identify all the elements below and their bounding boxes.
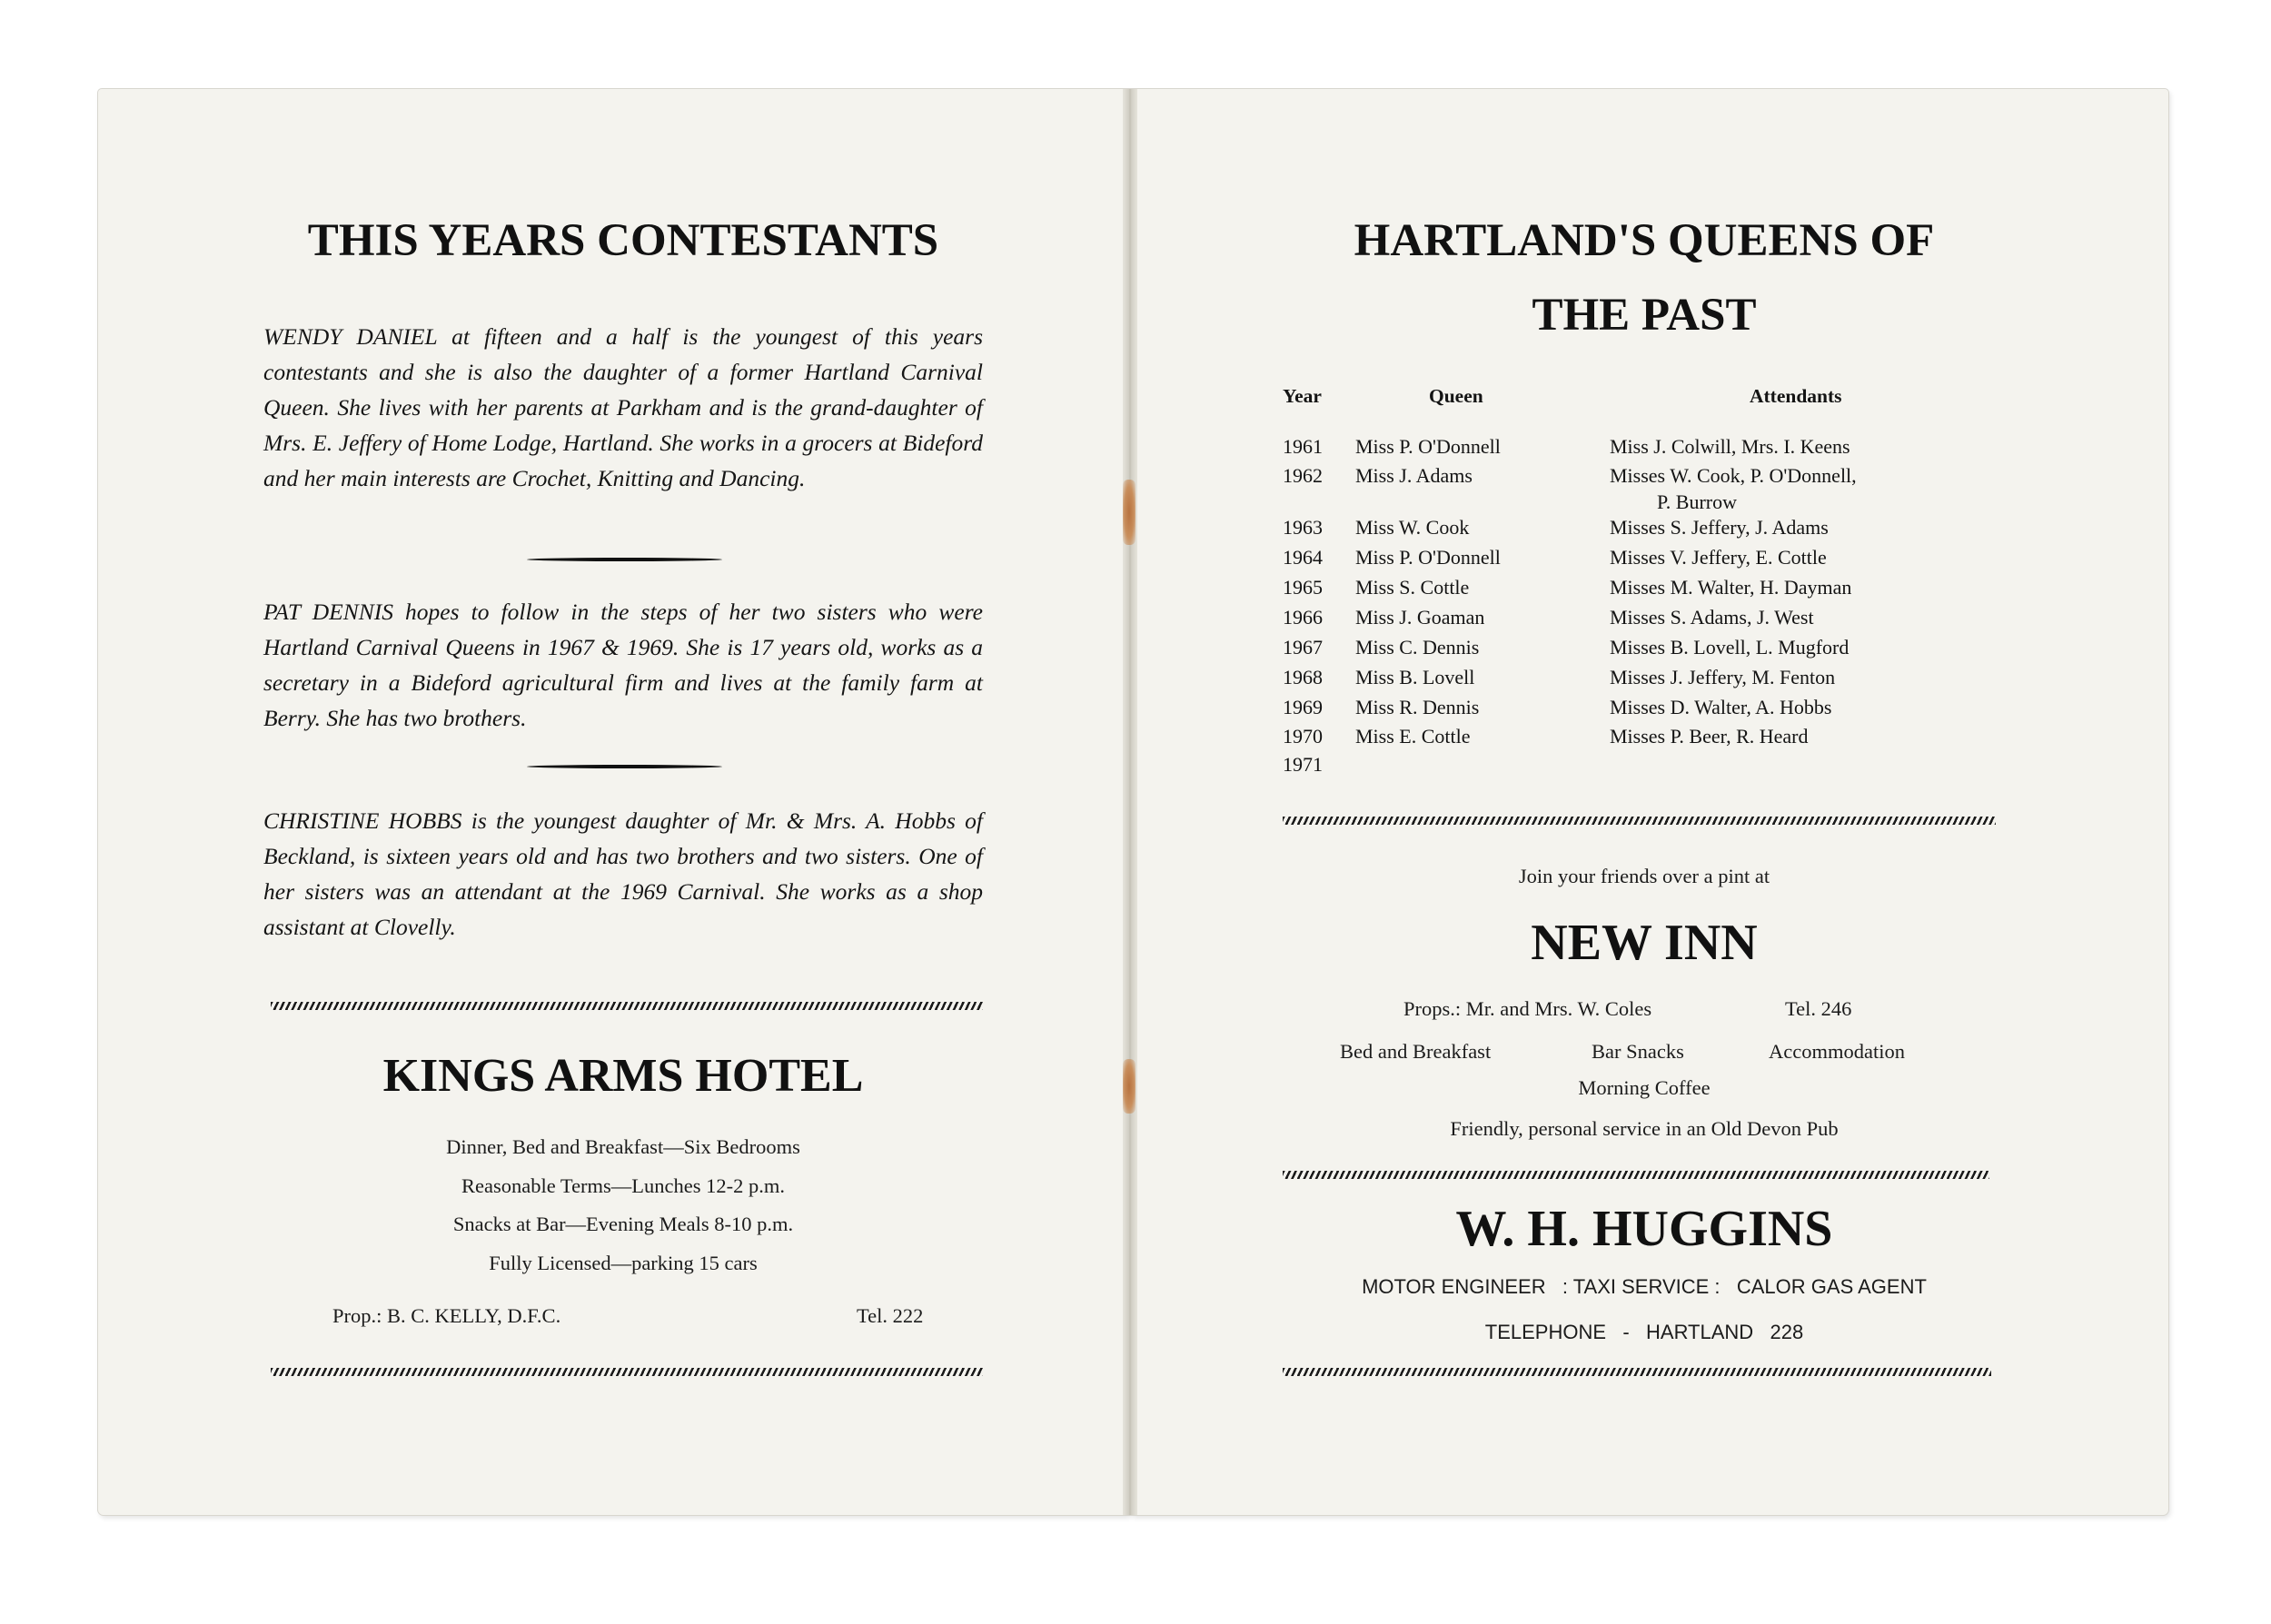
- row-queen: Miss P. O'Donnell: [1355, 435, 1501, 458]
- row-attendants: Misses S. Adams, J. West: [1610, 606, 1814, 629]
- huggins-telephone: TELEPHONE - HARTLAND 228: [1484, 1321, 1804, 1343]
- row-queen: Miss P. O'Donnell: [1355, 546, 1501, 569]
- table-row: [1283, 435, 1937, 464]
- row-attendants: Misses P. Beer, R. Heard: [1610, 725, 1809, 748]
- row-attendants: Misses W. Cook, P. O'Donnell,: [1610, 464, 1857, 487]
- kings-arms-line-4: Fully Licensed—parking 15 cars: [489, 1252, 758, 1274]
- table-row: [1283, 666, 1937, 695]
- booklet-spine: [1123, 89, 1137, 1515]
- section-divider: [527, 558, 722, 561]
- row-year: 1961: [1283, 435, 1323, 458]
- row-queen: Miss W. Cook: [1355, 516, 1470, 539]
- queens-title-line-1: HARTLAND'S QUEENS OF: [1354, 215, 1935, 266]
- contestant-wendy-daniel: WENDY DANIEL at fifteen and a half is the youngest of this years contestants and she is also the daughter of a former Hartland Carnival Queen. She lives with her parents at Parkham and is the grand-daughter of Mrs. E. Jeffery of Home Lodge, Hartland. She works in a grocers at Bideford and her main interests are Crochet, Knitting and Dancing.: [263, 323, 983, 491]
- contestant-pat-dennis: PAT DENNIS hopes to follow in the steps of her two sisters who were Hartland Carnival Queens in 1967 & 1969. She is 17 years old, works as a secretary in a Bideford agricultural firm and lives at the family farm at Berry. She has two brothers.: [263, 599, 983, 731]
- huggins-name: W. H. HUGGINS: [1455, 1201, 1833, 1257]
- hatched-rule: [1283, 817, 1996, 825]
- column-header-queen: Queen: [1429, 385, 1483, 407]
- row-year: 1969: [1283, 696, 1323, 718]
- row-year: 1965: [1283, 576, 1323, 599]
- table-row: [1283, 546, 1937, 575]
- table-row: [1283, 606, 1937, 635]
- hatched-rule: [1283, 1171, 1989, 1179]
- new-inn-name: NEW INN: [1531, 915, 1758, 971]
- table-row: [1283, 576, 1937, 605]
- table-row: [1283, 464, 1937, 493]
- table-row: [1283, 753, 1937, 782]
- section-divider: [527, 765, 722, 768]
- table-row: [1283, 725, 1937, 754]
- staple-rust-top: [1123, 480, 1136, 545]
- kings-arms-line-3: Snacks at Bar—Evening Meals 8-10 p.m.: [452, 1213, 794, 1235]
- row-year: 1964: [1283, 546, 1323, 569]
- hatched-rule: [1283, 1368, 1991, 1376]
- kings-arms-name: KINGS ARMS HOTEL: [382, 1050, 864, 1102]
- row-year: 1966: [1283, 606, 1323, 629]
- table-row: [1283, 696, 1937, 725]
- row-attendants: Miss J. Colwill, Mrs. I. Keens: [1610, 435, 1850, 458]
- row-queen: Miss J. Adams: [1355, 464, 1473, 487]
- row-queen: Miss B. Lovell: [1355, 666, 1475, 688]
- new-inn-telephone: Tel. 246: [1785, 997, 1852, 1020]
- row-year: 1968: [1283, 666, 1323, 688]
- contestants-title: THIS YEARS CONTESTANTS: [307, 215, 939, 266]
- row-year: 1962: [1283, 464, 1323, 487]
- table-row: [1283, 516, 1937, 545]
- new-inn-accommodation: Accommodation: [1769, 1040, 1905, 1063]
- row-attendants: Misses S. Jeffery, J. Adams: [1610, 516, 1829, 539]
- new-inn-bar-snacks: Bar Snacks: [1592, 1040, 1684, 1063]
- row-year: 1963: [1283, 516, 1323, 539]
- new-inn-proprietors: Props.: Mr. and Mrs. W. Coles: [1403, 997, 1652, 1020]
- new-inn-slogan: Friendly, personal service in an Old Devon Pub: [1450, 1117, 1839, 1140]
- left-page: [98, 89, 1129, 1515]
- row-attendants: Misses M. Walter, H. Dayman: [1610, 576, 1852, 599]
- row-queen: Miss R. Dennis: [1355, 696, 1480, 718]
- kings-arms-line-2: Reasonable Terms—Lunches 12-2 p.m.: [461, 1174, 786, 1197]
- kings-arms-proprietor: Prop.: B. C. KELLY, D.F.C.: [332, 1304, 561, 1327]
- row-year: 1970: [1283, 725, 1323, 748]
- row-attendants: Misses J. Jeffery, M. Fenton: [1610, 666, 1836, 688]
- row-attendants: Misses V. Jeffery, E. Cottle: [1610, 546, 1827, 569]
- row-queen: Miss E. Cottle: [1355, 725, 1471, 748]
- row-attendants: Misses D. Walter, A. Hobbs: [1610, 696, 1832, 718]
- contestant-christine-hobbs: CHRISTINE HOBBS is the youngest daughter of Mr. & Mrs. A. Hobbs of Beckland, is sixteen years old and has two brothers and two sisters. One of her sisters was an attendant at the 1969 Carnival. She works as a shop assistant at Clovelly.: [263, 807, 983, 940]
- huggins-services: MOTOR ENGINEER : TAXI SERVICE : CALOR GAS AGENT: [1362, 1275, 1927, 1298]
- new-inn-morning-coffee: Morning Coffee: [1578, 1076, 1711, 1099]
- hatched-rule: [271, 1002, 983, 1010]
- row-attendants-continued: P. Burrow: [1657, 490, 1738, 513]
- row-queen: Miss C. Dennis: [1355, 636, 1480, 659]
- staple-rust-bottom: [1123, 1059, 1136, 1114]
- new-inn-bed-breakfast: Bed and Breakfast: [1340, 1040, 1492, 1063]
- row-year: 1971: [1283, 753, 1323, 776]
- row-attendants: Misses B. Lovell, L. Mugford: [1610, 636, 1850, 659]
- hatched-rule: [271, 1368, 983, 1376]
- new-inn-intro: Join your friends over a pint at: [1518, 865, 1770, 887]
- row-year: 1967: [1283, 636, 1323, 659]
- table-row: [1283, 636, 1937, 665]
- queens-title-line-2: THE PAST: [1532, 290, 1757, 341]
- row-queen: Miss J. Goaman: [1355, 606, 1485, 629]
- kings-arms-telephone: Tel. 222: [857, 1304, 924, 1327]
- column-header-attendants: Attendants: [1750, 385, 1842, 407]
- column-header-year: Year: [1283, 385, 1322, 407]
- kings-arms-line-1: Dinner, Bed and Breakfast—Six Bedrooms: [446, 1135, 800, 1158]
- row-queen: Miss S. Cottle: [1355, 576, 1470, 599]
